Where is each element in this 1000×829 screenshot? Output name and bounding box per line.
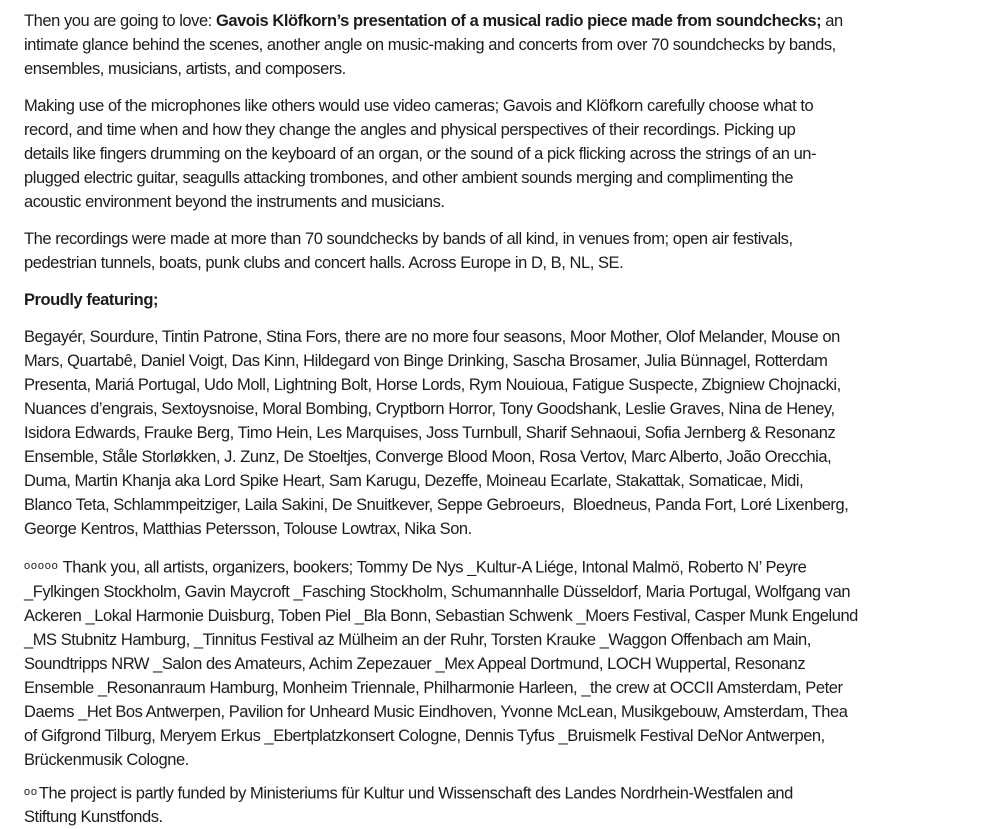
text-line: Mars, Quartabê, Daniel Voigt, Das Kinn, Hildegard von Binge Drinking, Sascha Brosamer, Julia Bünnagel, Rotterdam bbox=[24, 349, 980, 373]
intro-paragraph bbox=[24, 9, 980, 81]
featuring-heading-block bbox=[24, 288, 980, 312]
artists-paragraph bbox=[24, 325, 980, 541]
text-line: pedestrian tunnels, boats, punk clubs and concert halls. Across Europe in D, B, NL, SE. bbox=[24, 251, 980, 275]
text-line: Daems _Het Bos Antwerpen, Pavilion for Unheard Music Eindhoven, Yvonne McLean, Musikgebouw, Amsterdam, Thea bbox=[24, 700, 980, 724]
intro-first-line bbox=[24, 9, 980, 33]
text-line: Soundtripps NRW _Salon des Amateurs, Achim Zepezauer _Mex Appeal Dortmund, LOCH Wuppertal, Resonanz bbox=[24, 652, 980, 676]
circle-marks-icon: oo bbox=[24, 786, 38, 798]
circle-marks-icon: ooooo bbox=[24, 560, 59, 572]
thanks-first-line-text: Thank you, all artists, organizers, bookers; Tommy De Nys _Kultur-A Liége, Intonal Malmö, Roberto N’ Peyre bbox=[63, 559, 807, 577]
intro-lead-text: Then you are going to love: bbox=[24, 12, 216, 30]
text-line: Ackeren _Lokal Harmonie Duisburg, Toben Piel _Bla Bonn, Sebastian Schwenk _Moers Festival, Casper Munk Engelund bbox=[24, 604, 980, 628]
text-line: _MS Stubnitz Hamburg, _Tinnitus Festival az Mülheim an der Ruhr, Torsten Krauke _Waggon Offenbach am Main, bbox=[24, 628, 980, 652]
text-line: Brückenmusik Cologne. bbox=[24, 748, 980, 772]
intro-rest-lines bbox=[24, 33, 980, 81]
text-line: Nuances d’engrais, Sextoysnoise, Moral Bombing, Cryptborn Horror, Tony Goodshank, Leslie Graves, Nina de Heney, bbox=[24, 397, 980, 421]
text-line: intimate glance behind the scenes, another angle on music-making and concerts from over 70 soundchecks by bands, bbox=[24, 33, 980, 57]
funding-first-line bbox=[24, 780, 980, 806]
thanks-rest-lines bbox=[24, 580, 980, 772]
text-line: Blanco Teta, Schlammpeitziger, Laila Sakini, De Snuitkever, Seppe Gebroeurs, Bloedneus, Panda Fort, Loré Lixenberg, bbox=[24, 493, 980, 517]
featuring-heading: Proudly featuring; bbox=[24, 288, 980, 312]
text-line: Making use of the microphones like others would use video cameras; Gavois and Klöfkorn carefully choose what to bbox=[24, 94, 980, 118]
funding-first-line-text: The project is partly funded by Ministeriums für Kultur und Wissenschaft des Landes Nordrhein-Westfalen and bbox=[39, 784, 793, 802]
recordings-paragraph bbox=[24, 227, 980, 275]
intro-bold-text: Gavois Klöfkorn’s presentation of a musical radio piece made from soundchecks; bbox=[216, 12, 821, 30]
text-line: Duma, Martin Khanja aka Lord Spike Heart, Sam Karugu, Dezeffe, Moineau Ecarlate, Stakattak, Somaticae, Midi, bbox=[24, 469, 980, 493]
text-line: record, and time when and how they change the angles and physical perspectives of their recordings. Picking up bbox=[24, 118, 980, 142]
funding-clipped-line: Stiftung Kunstfonds. bbox=[24, 805, 980, 829]
text-line: plugged electric guitar, seagulls attacking trombones, and other ambient sounds merging and complimenting the bbox=[24, 166, 980, 190]
method-paragraph bbox=[24, 94, 980, 214]
text-line: of Gifgrond Tilburg, Meryem Erkus _Ebertplatzkonsert Cologne, Dennis Tyfus _Bruismelk Festival DeNor Antwerpen, bbox=[24, 724, 980, 748]
text-line: details like fingers drumming on the keyboard of an organ, or the sound of a pick flicking across the strings of an un- bbox=[24, 142, 980, 166]
text-line: Presenta, Mariá Portugal, Udo Moll, Lightning Bolt, Horse Lords, Rym Nouioua, Fatigue Suspecte, Zbigniew Chojnacki, bbox=[24, 373, 980, 397]
intro-after-bold-text: an bbox=[821, 12, 843, 30]
text-line: acoustic environment beyond the instruments and musicians. bbox=[24, 190, 980, 214]
text-line: Isidora Edwards, Frauke Berg, Timo Hein, Les Marquises, Joss Turnbull, Sharif Sehnaoui, Sofia Jernberg & Resonanz bbox=[24, 421, 980, 445]
text-line: Ensemble _Resonanraum Hamburg, Monheim Triennale, Philharmonie Harleen, _the crew at OCCII Amsterdam, Peter bbox=[24, 676, 980, 700]
thanks-first-line bbox=[24, 554, 980, 580]
text-line: George Kentros, Matthias Petersson, Tolouse Lowtrax, Nika Son. bbox=[24, 517, 980, 541]
text-line: Ensemble, Ståle Storløkken, J. Zunz, De Stoeltjes, Converge Blood Moon, Rosa Vertov, Marc Alberto, João Orecchia, bbox=[24, 445, 980, 469]
text-line: _Fylkingen Stockholm, Gavin Maycroft _Fasching Stockholm, Schumannhalle Düsseldorf, Maria Portugal, Wolfgang van bbox=[24, 580, 980, 604]
text-line: ensembles, musicians, artists, and composers. bbox=[24, 57, 980, 81]
text-line: The recordings were made at more than 70 soundchecks by bands of all kind, in venues from; open air festivals, bbox=[24, 227, 980, 251]
funding-paragraph bbox=[24, 780, 980, 829]
text-line: Begayér, Sourdure, Tintin Patrone, Stina Fors, there are no more four seasons, Moor Mother, Olof Melander, Mouse on bbox=[24, 325, 980, 349]
thanks-paragraph bbox=[24, 554, 980, 772]
